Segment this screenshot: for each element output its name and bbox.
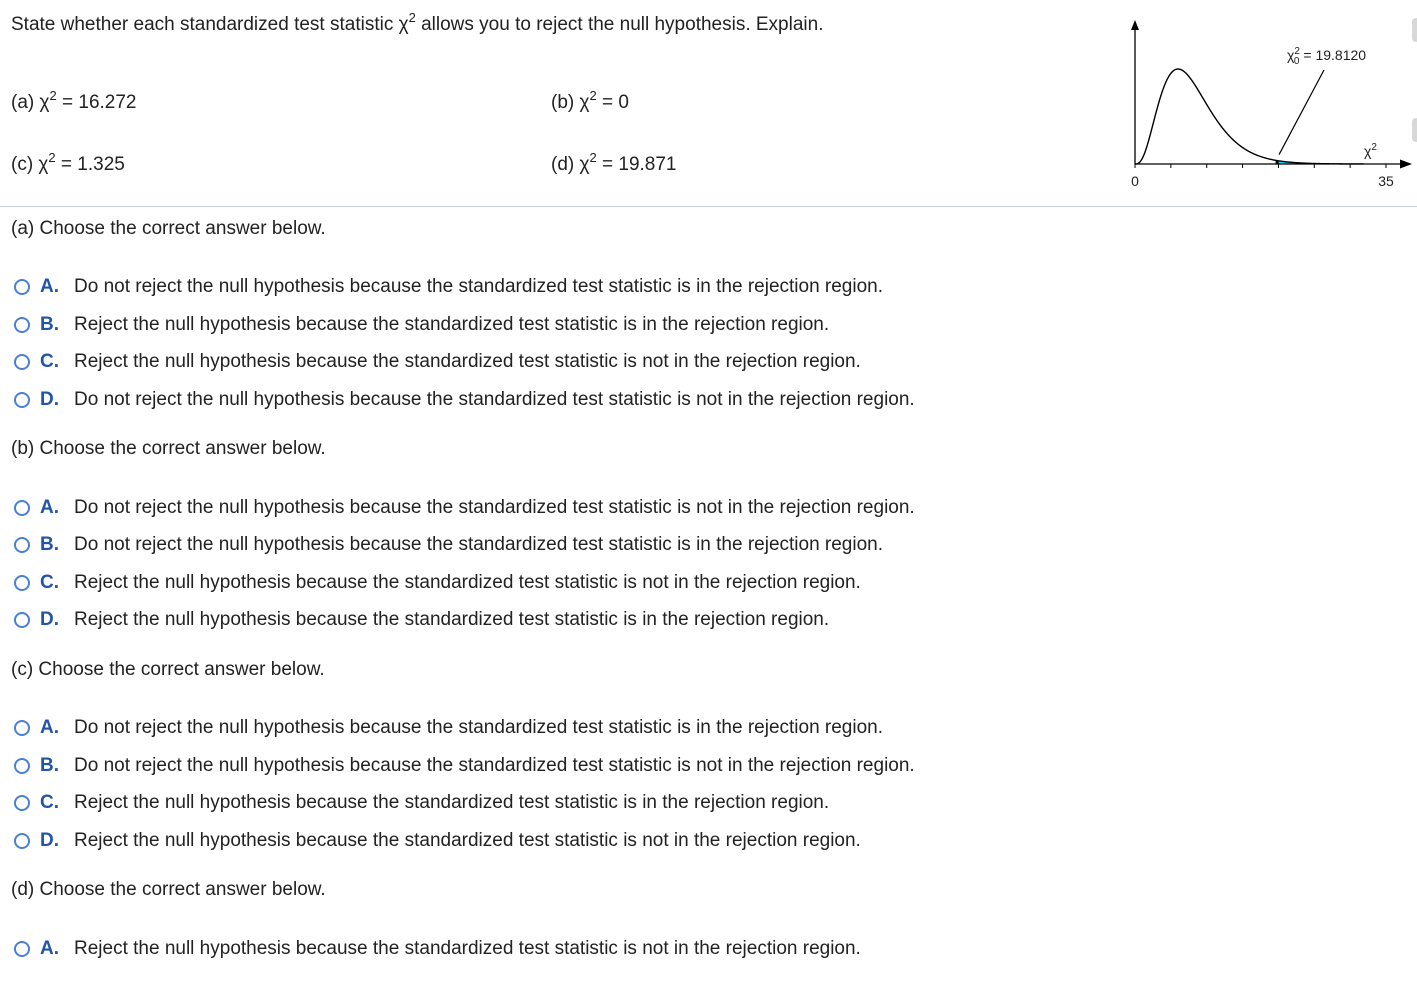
statistic-a: (a) $\chi^2 = 16.272$ — [11, 87, 137, 113]
radio-button[interactable] — [14, 612, 30, 628]
statistic-d: (d) $\chi^2 = 19.871$ — [551, 149, 677, 175]
density-curve — [1135, 69, 1364, 164]
radio-button[interactable] — [14, 537, 30, 553]
part-b-option-a[interactable]: A. Do not reject the null hypothesis because the standardized test statistic is not in the rejection region. — [14, 495, 915, 521]
part-c-option-d[interactable]: D. Reject the null hypothesis because the standardized test statistic is not in the rejection region. — [14, 828, 861, 854]
radio-button[interactable] — [14, 575, 30, 591]
part-c-option-b[interactable]: B. Do not reject the null hypothesis because the standardized test statistic is not in the rejection region. — [14, 753, 915, 779]
part-a-option-b[interactable]: B. Reject the null hypothesis because the standardized test statistic is in the rejection region. — [14, 312, 829, 338]
radio-button[interactable] — [14, 317, 30, 333]
part-a-option-c[interactable]: C. Reject the null hypothesis because the standardized test statistic is not in the rejection region. — [14, 349, 861, 375]
x-axis-max-label: 35 — [1378, 173, 1394, 189]
question-prompt: State whether each standardized test statistic $\chi^2$ allows you to reject the null hypothesis. Explain. — [11, 9, 824, 35]
scroll-handle-bottom[interactable] — [1412, 118, 1417, 142]
statistic-b: (b) $\chi^2 = 0$ — [551, 87, 629, 113]
radio-button[interactable] — [14, 500, 30, 516]
part-b-option-d[interactable]: D. Reject the null hypothesis because the standardized test statistic is in the rejection region. — [14, 607, 829, 633]
critical-value-label: $\chi^2$ 0 = 19.8120 — [1287, 46, 1367, 67]
radio-button[interactable] — [14, 758, 30, 774]
radio-button[interactable] — [14, 392, 30, 408]
part-d-heading: (d) Choose the correct answer below. — [11, 879, 326, 900]
part-a-heading: (a) Choose the correct answer below. — [11, 218, 326, 239]
x-axis-label: $\chi^2$ — [1364, 142, 1377, 159]
part-c-option-c[interactable]: C. Reject the null hypothesis because the standardized test statistic is in the rejection region. — [14, 790, 829, 816]
part-b-heading: (b) Choose the correct answer below. — [11, 438, 326, 459]
part-a-option-a[interactable]: A. Do not reject the null hypothesis because the standardized test statistic is in the rejection region. — [14, 274, 883, 300]
part-c-option-a[interactable]: A. Do not reject the null hypothesis because the standardized test statistic is in the rejection region. — [14, 715, 883, 741]
part-d-option-a[interactable]: A. Reject the null hypothesis because the standardized test statistic is not in the rejection region. — [14, 936, 861, 962]
radio-button[interactable] — [14, 279, 30, 295]
chi-square-distribution-graph — [1120, 12, 1417, 197]
part-b-option-c[interactable]: C. Reject the null hypothesis because the standardized test statistic is not in the rejection region. — [14, 570, 861, 596]
radio-button[interactable] — [14, 795, 30, 811]
statistic-c: (c) $\chi^2 = 1.325$ — [11, 149, 125, 175]
x-axis-arrow-icon — [1400, 160, 1412, 169]
radio-button[interactable] — [14, 720, 30, 736]
y-axis-arrow-icon — [1131, 20, 1139, 30]
x-axis-min-label: 0 — [1131, 173, 1139, 189]
radio-button[interactable] — [14, 941, 30, 957]
radio-button[interactable] — [14, 354, 30, 370]
part-a-option-d[interactable]: D. Do not reject the null hypothesis because the standardized test statistic is not in the rejection region. — [14, 387, 915, 413]
part-b-option-b[interactable]: B. Do not reject the null hypothesis because the standardized test statistic is in the rejection region. — [14, 532, 883, 558]
section-divider — [0, 206, 1417, 207]
radio-button[interactable] — [14, 833, 30, 849]
part-c-heading: (c) Choose the correct answer below. — [11, 659, 325, 680]
critical-value-pointer — [1279, 70, 1324, 155]
scroll-handle-top[interactable] — [1412, 18, 1417, 42]
